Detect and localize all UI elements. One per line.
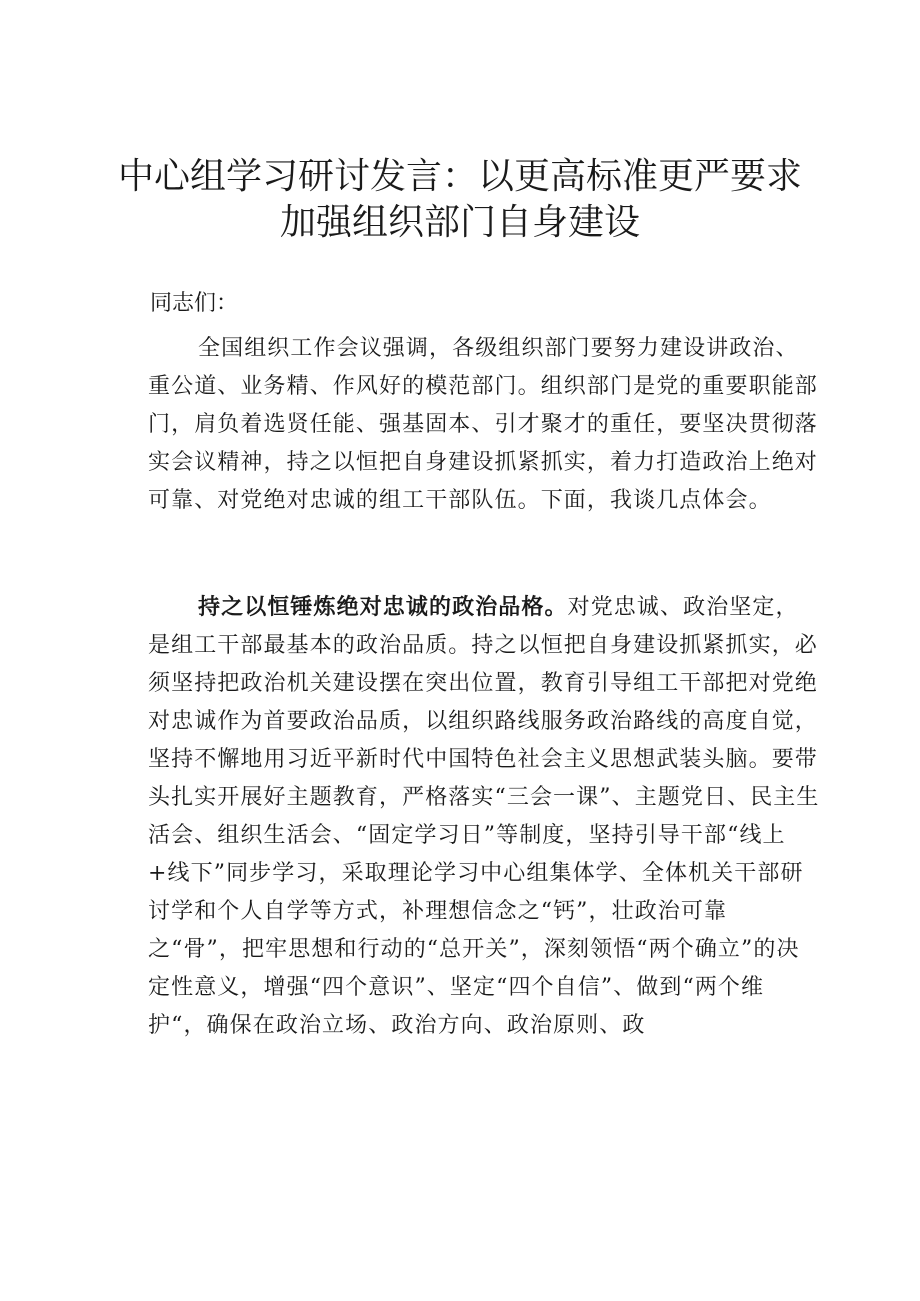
paragraph-body: 对党忠诚、政治坚定，是组工干部最基本的政治品质。持之以恒把自身建设抓紧抓实，必须坚持把政治机关建设摆在突出位置，教育引导组工干部把对党绝对忠诚作为首要政治品质，以组织路线服务政治路线的高度自觉，坚持不懈地用习近平新时代中国特色社会主义思想武装头脑。要带头扎实开展好主题教育，严格落实“三会一课”、主题党日、民主生活会、组织生活会、“固定学习日”等制度，坚持引导干部“线上+线下”同步学习，采取理论学习中心组集体学、全体机关干部研讨学和个人自学等方式，补理想信念之“钙”，壮政治可靠之“骨”，把牢思想和行动的“总开关”，深刻领悟“两个确立”的决定性意义，增强“四个意识”、坚定“四个自信”、做到“两个维护“，确保在政治立场、政治方向、政治原则、政 — [148, 595, 820, 1038]
paragraph-heading: 持之以恒锤炼绝对忠诚的政治品格。 — [198, 594, 568, 620]
paragraph-political-loyalty — [148, 588, 820, 1045]
document-title-line-1: 中心组学习研讨发言：以更高标准更严要求 — [117, 156, 802, 197]
salutation: 同志们： — [150, 291, 239, 316]
document-title-line-2: 加强组织部门自身建设 — [279, 202, 640, 243]
paragraph-intro: 全国组织工作会议强调，各级组织部门要努力建设讲政治、重公道、业务精、作风好的模范部门。组织部门是党的重要职能部门，肩负着选贤任能、强基固本、引才聚才的重任，要坚决贯彻落实会议精神，持之以恒把自身建设抓紧抓实，着力打造政治上绝对可靠、对党绝对忠诚的组工干部队伍。下面，我谈几点体会。 — [148, 336, 818, 513]
